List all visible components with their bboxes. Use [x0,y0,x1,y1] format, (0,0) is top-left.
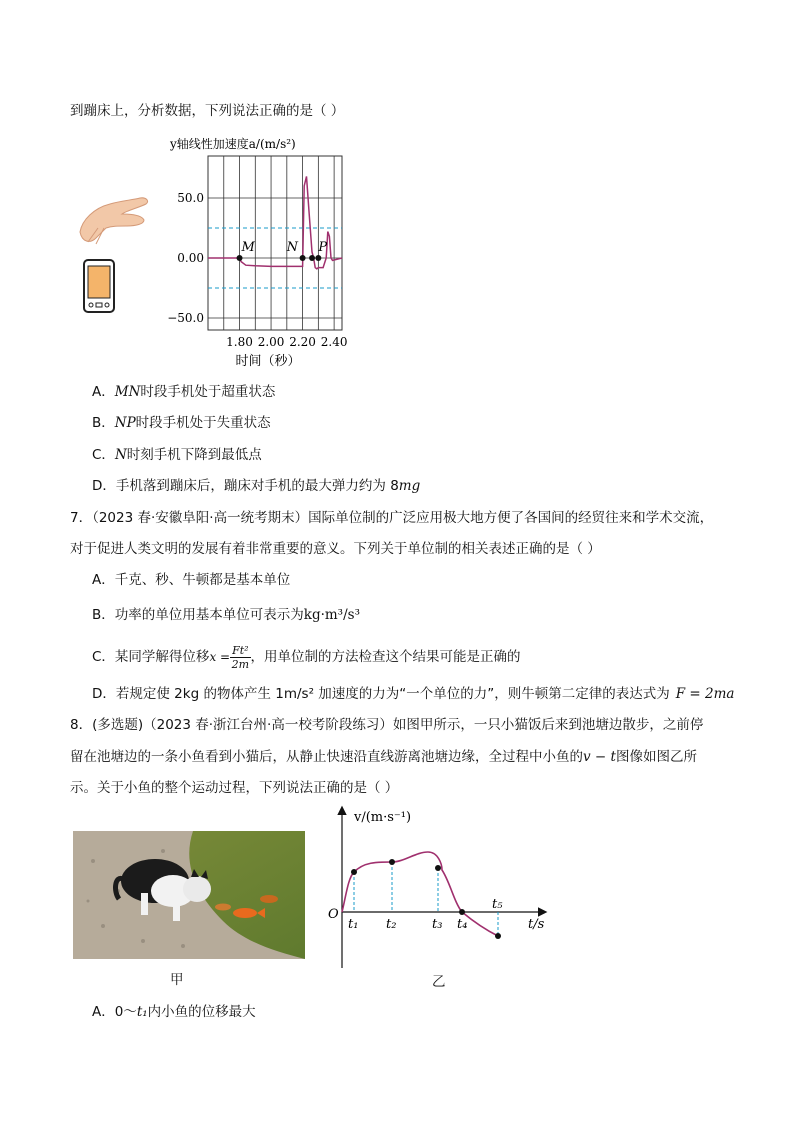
velocity-time-graph [320,800,550,975]
q6-stem-tail: 到蹦床上，分析数据，下列说法正确的是（ ） [70,103,345,119]
figure-caption-jia: 甲 [170,972,184,988]
q7-option-a[interactable]: A．千克、秒、牛顿都是基本单位 [92,572,291,588]
q8-stem-line3: 示。关于小鱼的整个运动过程，下列说法正确的是（ ） [70,780,399,796]
t2-label: t₂ [386,917,397,932]
chart-y-ticks [167,191,204,325]
x-tick-label: 1.80 [226,335,253,349]
chart-point-p [315,255,321,261]
t5-label: t₅ [492,897,503,912]
vt-points [351,859,501,939]
q8-option-a[interactable]: A．0～t₁内小鱼的位移最大 [92,1004,256,1020]
q8-stem-line2: 留在池塘边的一条小鱼看到小猫后，从静止快速沿直线游离池塘边缘，全过程中小鱼的v − t图像如图乙所 [70,749,697,765]
v-axis-label: v/(m·s⁻¹) [354,810,412,825]
y-tick-label: 0.00 [177,251,204,265]
chart-x-ticks [226,335,347,349]
q7-stem-line1: 7．（2023 春·安徽阜阳·高一统考期末）国际单位制的广泛应用极大地方便了各国间的经贸往来和学术交流， [70,510,714,526]
t4-label: t₄ [457,917,468,932]
x-tick-label: 2.20 [289,335,316,349]
chart-point [309,255,315,261]
q6-option-a[interactable]: A．MN时段手机处于超重状态 [92,384,276,400]
y-tick-label: −50.0 [167,311,204,325]
q6-option-b[interactable]: B．NP时段手机处于失重状态 [92,415,271,431]
q7-option-c[interactable]: C．某同学解得位移x = $\frac{\text{Ft²}}{2m}$ ，用单位制的方法检查这个结果可能是正确的 [92,643,521,671]
chart-point-n [300,255,306,261]
chart-point-m [237,255,243,261]
phone-icon [84,260,114,312]
chart-point-label: M [241,240,255,255]
velocity-curve [342,852,498,936]
x-tick-label: 2.00 [257,335,285,349]
vt-point-t3 [435,865,441,871]
chart-title: y轴线性加速度a/(m/s²) [170,137,296,151]
cat-fish-photo [73,831,305,959]
q6-option-c[interactable]: C．N时刻手机下降到最低点 [92,447,262,463]
vt-point-t4 [459,909,465,915]
vt-point-t1 [351,869,357,875]
acceleration-chart [160,134,360,372]
chart-x-label: 时间（秒） [235,354,301,369]
t-axis-label: t/s [528,917,545,932]
y-tick-label: 50.0 [177,191,204,205]
q7-option-d[interactable]: D．若规定使 2kg 的物体产生 1m/s² 加速度的力为“一个单位的力”，则牛顿第二定律的表达式为 F = 2ma [92,686,735,702]
q7-stem-line2: 对于促进人类文明的发展有着非常重要的意义。下列关于单位制的相关表述正确的是（ ） [70,541,601,557]
origin-label: O [328,907,339,922]
q6-option-d[interactable]: D．手机落到蹦床后，蹦床对手机的最大弹力约为 8mg [92,478,421,494]
hand-phone-illustration [76,192,154,316]
x-tick-label: 2.40 [320,335,348,349]
displacement-formula: $\frac{\text{Ft²}}{2m}$ [231,643,250,671]
figure-caption-yi: 乙 [432,974,446,990]
vt-dashed-guides [354,862,498,936]
q7-option-b[interactable]: B．功率的单位用基本单位可表示为kg·m³/s³ [92,607,360,623]
t1-label: t₁ [348,917,359,932]
chart-point-label: N [286,240,298,255]
vt-point-t5 [495,933,501,939]
chart-point-label: P [318,240,328,255]
q8-stem-line1: 8．(多选题)（2023 春·浙江台州·高一校考阶段练习）如图甲所示，一只小猫饭后来到池塘边散步，之前停 [70,717,704,733]
hand-icon [80,198,148,244]
vt-point-t2 [389,859,395,865]
t3-label: t₃ [432,917,443,932]
